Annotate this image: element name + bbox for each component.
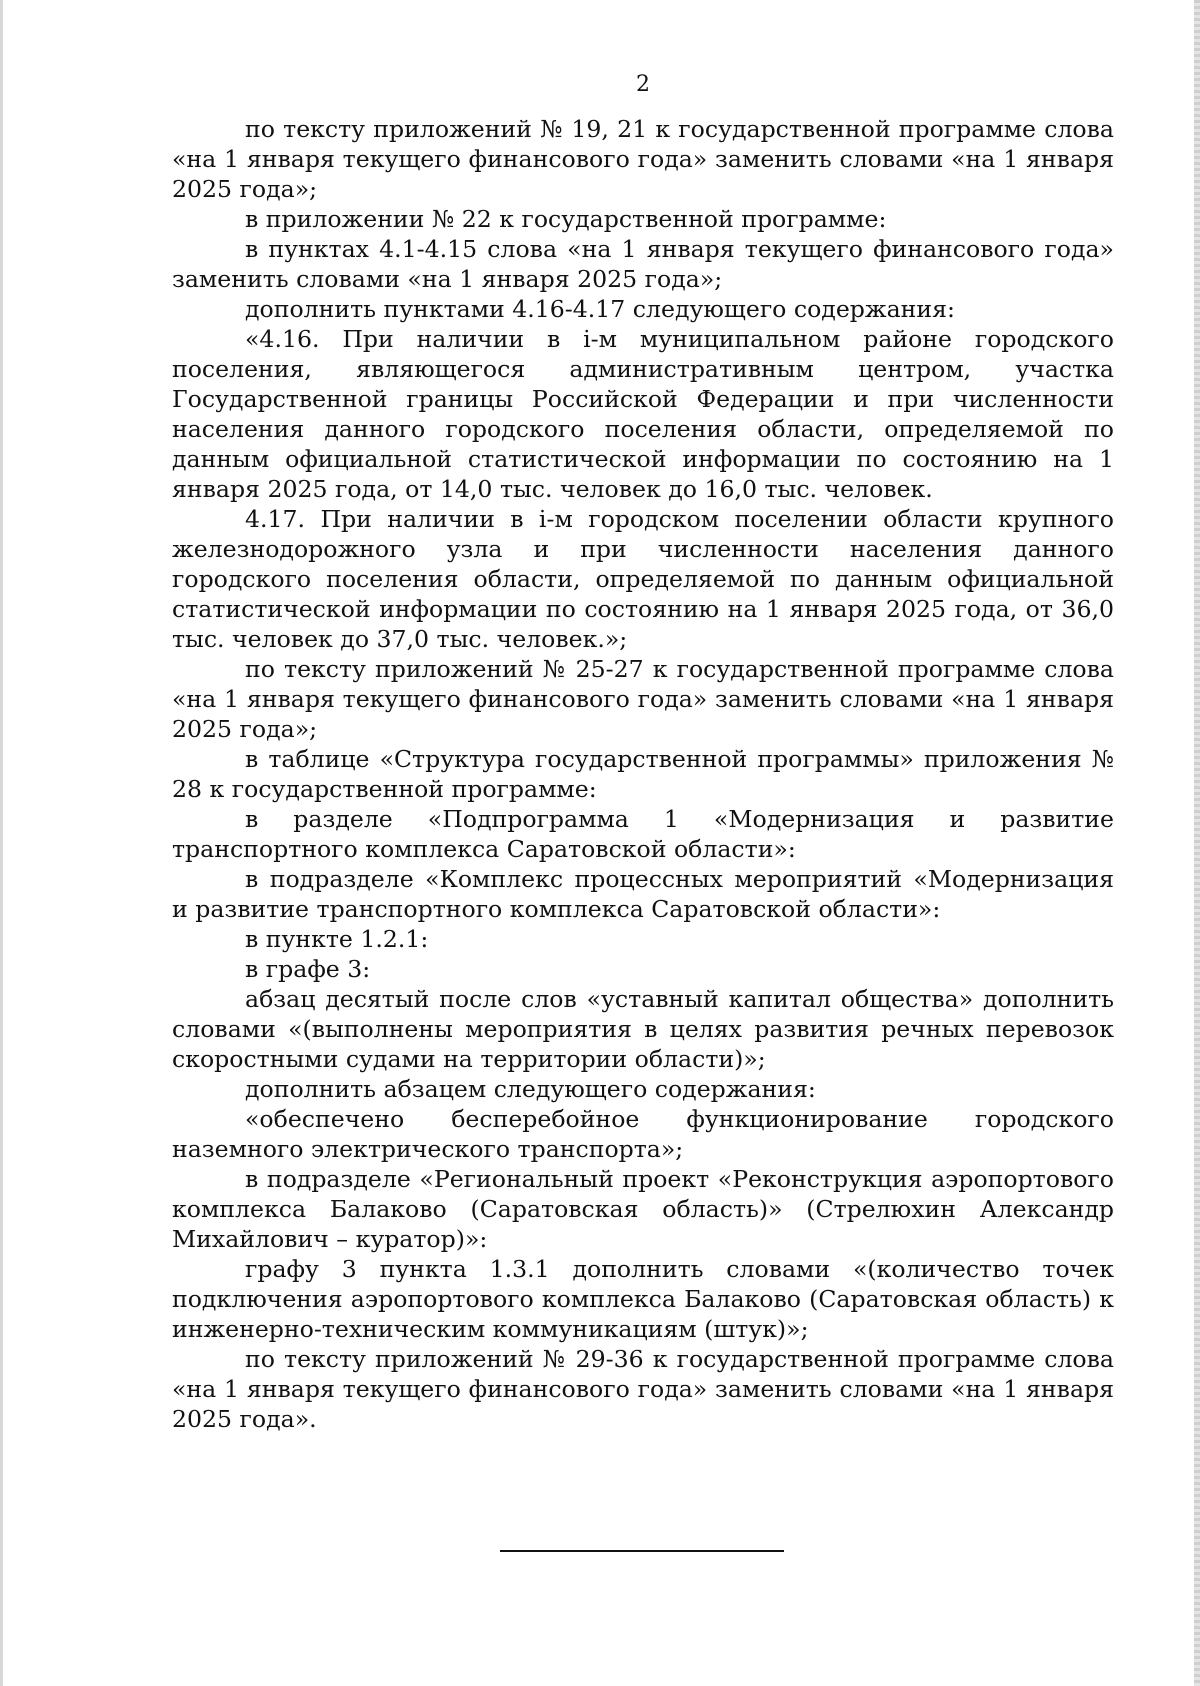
paragraph-point-1-2-1: в пункте 1.2.1: bbox=[245, 925, 429, 953]
paragraph-point-4-17: 4.17. При наличии в i-м городском поселении области крупного железнодорожного узла и при численности населения данного городского поселения области, определяемой по данным официальной статистической информации по состоянию на 1 января 2025 года, от 36,0 тыс. человек до 37,0 тыс. человек.»; bbox=[172, 505, 1114, 653]
scan-edge-left bbox=[0, 0, 3, 1686]
paragraph-electric-transport: «обеспечено бесперебойное функционирование городского наземного электрического транспорта»; bbox=[172, 1105, 1114, 1163]
paragraph-subsection-process-measures: в подразделе «Комплекс процессных мероприятий «Модернизация и развитие транспортного комплекса Саратовской области»: bbox=[172, 865, 1114, 923]
paragraph-appendix-25-27: по тексту приложений № 25-27 к государственной программе слова «на 1 января текущего финансового года» заменить словами «на 1 января 2025 года»; bbox=[172, 655, 1114, 743]
paragraph-regional-project: в подразделе «Региональный проект «Реконструкция аэропортового комплекса Балаково (Саратовская область)» (Стрелюхин Александр Михайлович – куратор)»: bbox=[172, 1165, 1114, 1253]
paragraph-appendix-22-intro: в приложении № 22 к государственной программе: bbox=[245, 205, 887, 233]
paragraph-point-4-16: «4.16. При наличии в i-м муниципальном районе городского поселения, являющегося административным центром, участка Государственной границы Российской Федерации и при численности населения данного городского поселения области, определяемой по данным официальной статистической информации по состоянию на 1 января 2025 года, от 14,0 тыс. человек до 16,0 тыс. человек. bbox=[172, 325, 1114, 503]
paragraph-tenth-abstract: абзац десятый после слов «уставный капитал общества» дополнить словами «(выполнены мероприятия в целях развития речных перевозок скоростными судами на территории области)»; bbox=[172, 985, 1114, 1073]
page-number: 2 bbox=[636, 72, 650, 97]
scan-edge-right bbox=[1194, 0, 1200, 1686]
paragraph-section-subprogram-1: в разделе «Подпрограмма 1 «Модернизация и развитие транспортного комплекса Саратовской области»: bbox=[172, 805, 1114, 863]
paragraph-table-structure: в таблице «Структура государственной программы» приложения № 28 к государственной программе: bbox=[172, 745, 1114, 803]
paragraph-column-3-point-1-3-1: графу 3 пункта 1.3.1 дополнить словами «(количество точек подключения аэропортового комплекса Балаково (Саратовская область) к инженерно-техническим коммуникациям (штук)»; bbox=[172, 1255, 1114, 1343]
paragraph-add-abstract-intro: дополнить абзацем следующего содержания: bbox=[245, 1075, 816, 1103]
closing-rule bbox=[500, 1550, 784, 1552]
paragraph-appendix-19-21: по тексту приложений № 19, 21 к государственной программе слова «на 1 января текущего финансового года» заменить словами «на 1 января 2025 года»; bbox=[172, 115, 1114, 203]
paragraph-add-points-intro: дополнить пунктами 4.16-4.17 следующего содержания: bbox=[245, 295, 955, 323]
paragraph-column-3: в графе 3: bbox=[245, 955, 371, 983]
paragraph-appendix-29-36: по тексту приложений № 29-36 к государственной программе слова «на 1 января текущего финансового года» заменить словами «на 1 января 2025 года». bbox=[172, 1345, 1114, 1433]
paragraph-points-4-1-4-15: в пунктах 4.1-4.15 слова «на 1 января текущего финансового года» заменить словами «на 1 января 2025 года»; bbox=[172, 235, 1114, 293]
document-body bbox=[172, 114, 1114, 1434]
